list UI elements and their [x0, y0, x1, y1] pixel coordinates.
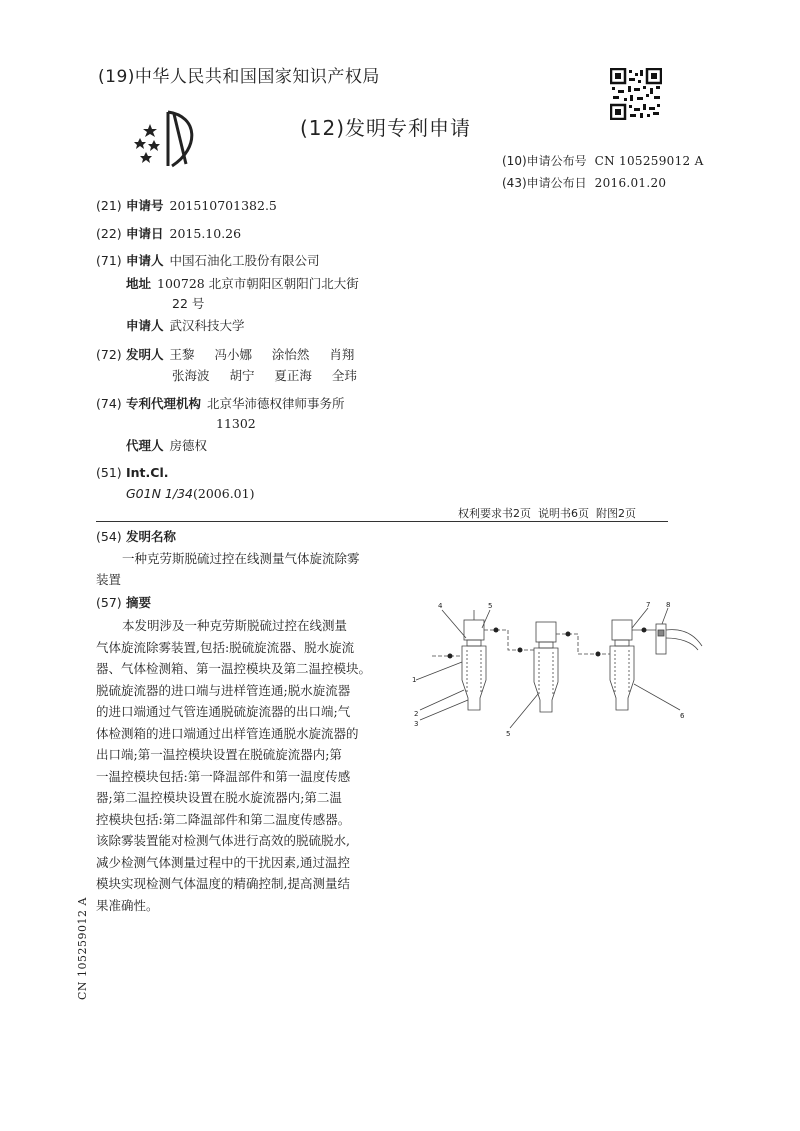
inventors: (72) 发明人 王黎 冯小娜 涂怡然 肖翔: [96, 347, 355, 362]
apparatus-figure: [412, 598, 704, 748]
figure-label-1: 1: [412, 676, 417, 684]
abstract-line: 脱硫旋流器的进口端与进样管连通;脱水旋流器: [96, 682, 351, 698]
abstract-text: [96, 615, 419, 916]
figure-label-6: 6: [680, 712, 685, 720]
applicant: (71) 申请人 中国石油化工股份有限公司: [96, 253, 320, 268]
application-number: (21) 申请号 201510701382.5: [96, 198, 277, 213]
abstract-heading: (57) 摘要: [96, 595, 152, 610]
dehydration-cyclone: [534, 622, 558, 712]
figure-label-4: 4: [438, 602, 443, 610]
third-cyclone: [610, 620, 634, 710]
abstract-line: 该除雾装置能对检测气体进行高效的脱硫脱水,: [96, 833, 350, 848]
inventors-line2: 张海波 胡宁 夏正海 全玮: [172, 368, 357, 383]
agent: 代理人 房德权: [126, 438, 208, 453]
qr-code-icon: [610, 68, 662, 120]
application-date: (22) 申请日 2015.10.26: [96, 226, 242, 241]
abstract-line: 器、气体检测箱、第一温控模块及第二温控模块。: [96, 661, 372, 676]
address: 地址 100728 北京市朝阳区朝阳门北大街: [126, 276, 359, 291]
abstract-line: 器;第二温控模块设置在脱水旋流器内;第二温: [96, 790, 342, 805]
figure-label-3: 3: [414, 720, 419, 728]
publication-number-value: CN 105259012 A: [594, 154, 704, 168]
cnipa-emblem-icon: [128, 108, 208, 170]
publication-date-label: (43)申请公布日: [502, 176, 587, 190]
abstract-line: 一温控模块包括:第一降温部件和第一温度传感: [96, 768, 351, 784]
desulfurization-cyclone: [462, 610, 486, 710]
abstract-line: 体检测箱的进口端通过出样管连通脱水旋流器的: [96, 725, 359, 741]
abstract-line: 果准确性。: [96, 897, 159, 913]
pages-info: 权利要求书2页 说明书6页 附图2页: [458, 507, 636, 520]
figure-label-8: 8: [666, 601, 671, 609]
figure-label-5b: 5: [506, 730, 511, 738]
applicant-2: 申请人 武汉科技大学: [126, 318, 245, 333]
invention-title-line2: 装置: [96, 572, 122, 587]
invention-title: 一种克劳斯脱硫过控在线测量气体旋流除雾: [122, 551, 360, 566]
publication-date-value: 2016.01.20: [594, 176, 667, 190]
publication-number-label: (10)申请公布号: [502, 154, 587, 168]
side-publication-number: CN 105259012 A: [76, 897, 89, 1000]
divider: [96, 521, 668, 522]
title-heading: (54) 发明名称: [96, 529, 177, 544]
publication-date: [502, 174, 666, 191]
abstract-line: 本发明涉及一种克劳斯脱硫过控在线测量: [122, 618, 348, 633]
abstract-line: 控模块包括:第二降温部件和第二温度传感器。: [96, 811, 351, 827]
publication-number: [502, 152, 704, 169]
abstract-line: 减少检测气体测量过程中的干扰因素,通过温控: [96, 854, 350, 870]
agency-code: 11302: [216, 416, 256, 431]
abstract-line: 的进口端通过气管连通脱硫旋流器的出口端;气: [96, 704, 351, 719]
figure-label-2: 2: [414, 710, 419, 718]
address-line2: 22 号: [172, 296, 205, 311]
abstract-line: 模块实现检测气体温度的精确控制,提高测量结: [96, 876, 350, 891]
office-name: (19)中华人民共和国国家知识产权局: [98, 67, 380, 87]
abstract-line: 出口端;第一温控模块设置在脱硫旋流器内;第: [96, 747, 342, 762]
int-cl: (51) Int.Cl.: [96, 465, 169, 480]
figure-label-5: 5: [488, 602, 493, 610]
figure-label-7: 7: [646, 601, 651, 609]
abstract-line: 气体旋流除雾装置,包括:脱硫旋流器、脱水旋流: [96, 639, 355, 655]
int-cl-class: G01N 1/34(2006.01): [126, 486, 255, 501]
patent-agency: (74) 专利代理机构 北京华沛德权律师事务所: [96, 396, 345, 411]
document-type: (12)发明专利申请: [300, 116, 472, 140]
